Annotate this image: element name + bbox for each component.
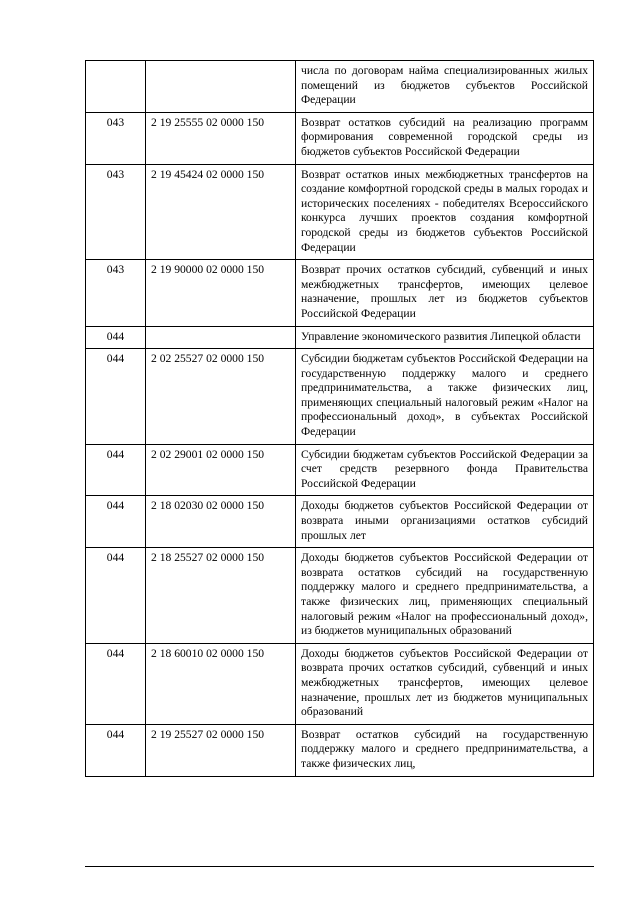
table-row [86, 61, 594, 113]
table-row [86, 164, 594, 260]
table-bottom-border [85, 866, 594, 867]
description-cell: Управление экономического развития Липецкой области [296, 326, 594, 349]
description-cell: Доходы бюджетов субъектов Российской Федерации от возврата иными организациями остатков субсидий прошлых лет [296, 496, 594, 548]
admin-code-cell: 044 [86, 349, 146, 445]
admin-code-cell: 043 [86, 112, 146, 164]
table-row [86, 260, 594, 326]
budget-code-cell: 2 19 25555 02 0000 150 [146, 112, 296, 164]
budget-code-cell: 2 19 90000 02 0000 150 [146, 260, 296, 326]
budget-code-cell: 2 19 45424 02 0000 150 [146, 164, 296, 260]
admin-code-cell: 044 [86, 326, 146, 349]
budget-code-cell: 2 19 25527 02 0000 150 [146, 724, 296, 776]
description-cell: Субсидии бюджетам субъектов Российской Федерации на государственную поддержку малого и среднего предпринимательства, а также физических лиц, применяющих специальный налоговый режим «Налог на профессиональный доход», в субъектах Российской Федерации [296, 349, 594, 445]
page-bottom-margin [0, 866, 640, 905]
description-cell: Возврат остатков иных межбюджетных трансфертов на создание комфортной городской среды в малых городах и исторических поселениях - победителях Всероссийского конкурса лучших проектов создания комфортной городской среды из бюджетов субъектов Российской Федерации [296, 164, 594, 260]
admin-code-cell: 044 [86, 444, 146, 496]
budget-code-cell: 2 18 60010 02 0000 150 [146, 643, 296, 724]
description-cell: Доходы бюджетов субъектов Российской Федерации от возврата остатков субсидий на государственную поддержку малого и среднего предпринимательства, а также физических лиц, применяющих специальный налоговый режим «Налог на профессиональный доход», из бюджетов муниципальных образований [296, 548, 594, 644]
description-cell: числа по договорам найма специализированных жилых помещений из бюджетов субъектов Российской Федерации [296, 61, 594, 113]
table-row [86, 444, 594, 496]
admin-code-cell: 044 [86, 548, 146, 644]
budget-code-cell [146, 61, 296, 113]
admin-code-cell: 044 [86, 643, 146, 724]
description-cell: Возврат остатков субсидий на государственную поддержку малого и среднего предпринимательства, а также физических лиц, [296, 724, 594, 776]
admin-code-cell: 044 [86, 496, 146, 548]
budget-code-cell [146, 326, 296, 349]
table-row [86, 496, 594, 548]
table-row [86, 548, 594, 644]
table-row [86, 349, 594, 445]
description-cell: Субсидии бюджетам субъектов Российской Федерации за счет средств резервного фонда Правительства Российской Федерации [296, 444, 594, 496]
description-cell: Возврат остатков субсидий на реализацию программ формирования современной городской среды из бюджетов субъектов Российской Федерации [296, 112, 594, 164]
budget-code-cell: 2 02 29001 02 0000 150 [146, 444, 296, 496]
admin-code-cell: 043 [86, 260, 146, 326]
description-cell: Возврат прочих остатков субсидий, субвенций и иных межбюджетных трансфертов, имеющих целевое назначение, прошлых лет из бюджетов субъектов Российской Федерации [296, 260, 594, 326]
admin-code-cell [86, 61, 146, 113]
table-row [86, 643, 594, 724]
table-row [86, 112, 594, 164]
admin-code-cell: 044 [86, 724, 146, 776]
budget-code-cell: 2 18 25527 02 0000 150 [146, 548, 296, 644]
table-row [86, 326, 594, 349]
description-cell: Доходы бюджетов субъектов Российской Федерации от возврата прочих остатков субсидий, субвенций и иных межбюджетных трансфертов, имеющих целевое назначение, прошлых лет из бюджетов муниципальных образований [296, 643, 594, 724]
budget-code-cell: 2 18 02030 02 0000 150 [146, 496, 296, 548]
revenue-codes-table [85, 60, 594, 777]
budget-code-cell: 2 02 25527 02 0000 150 [146, 349, 296, 445]
table-row [86, 724, 594, 776]
admin-code-cell: 043 [86, 164, 146, 260]
